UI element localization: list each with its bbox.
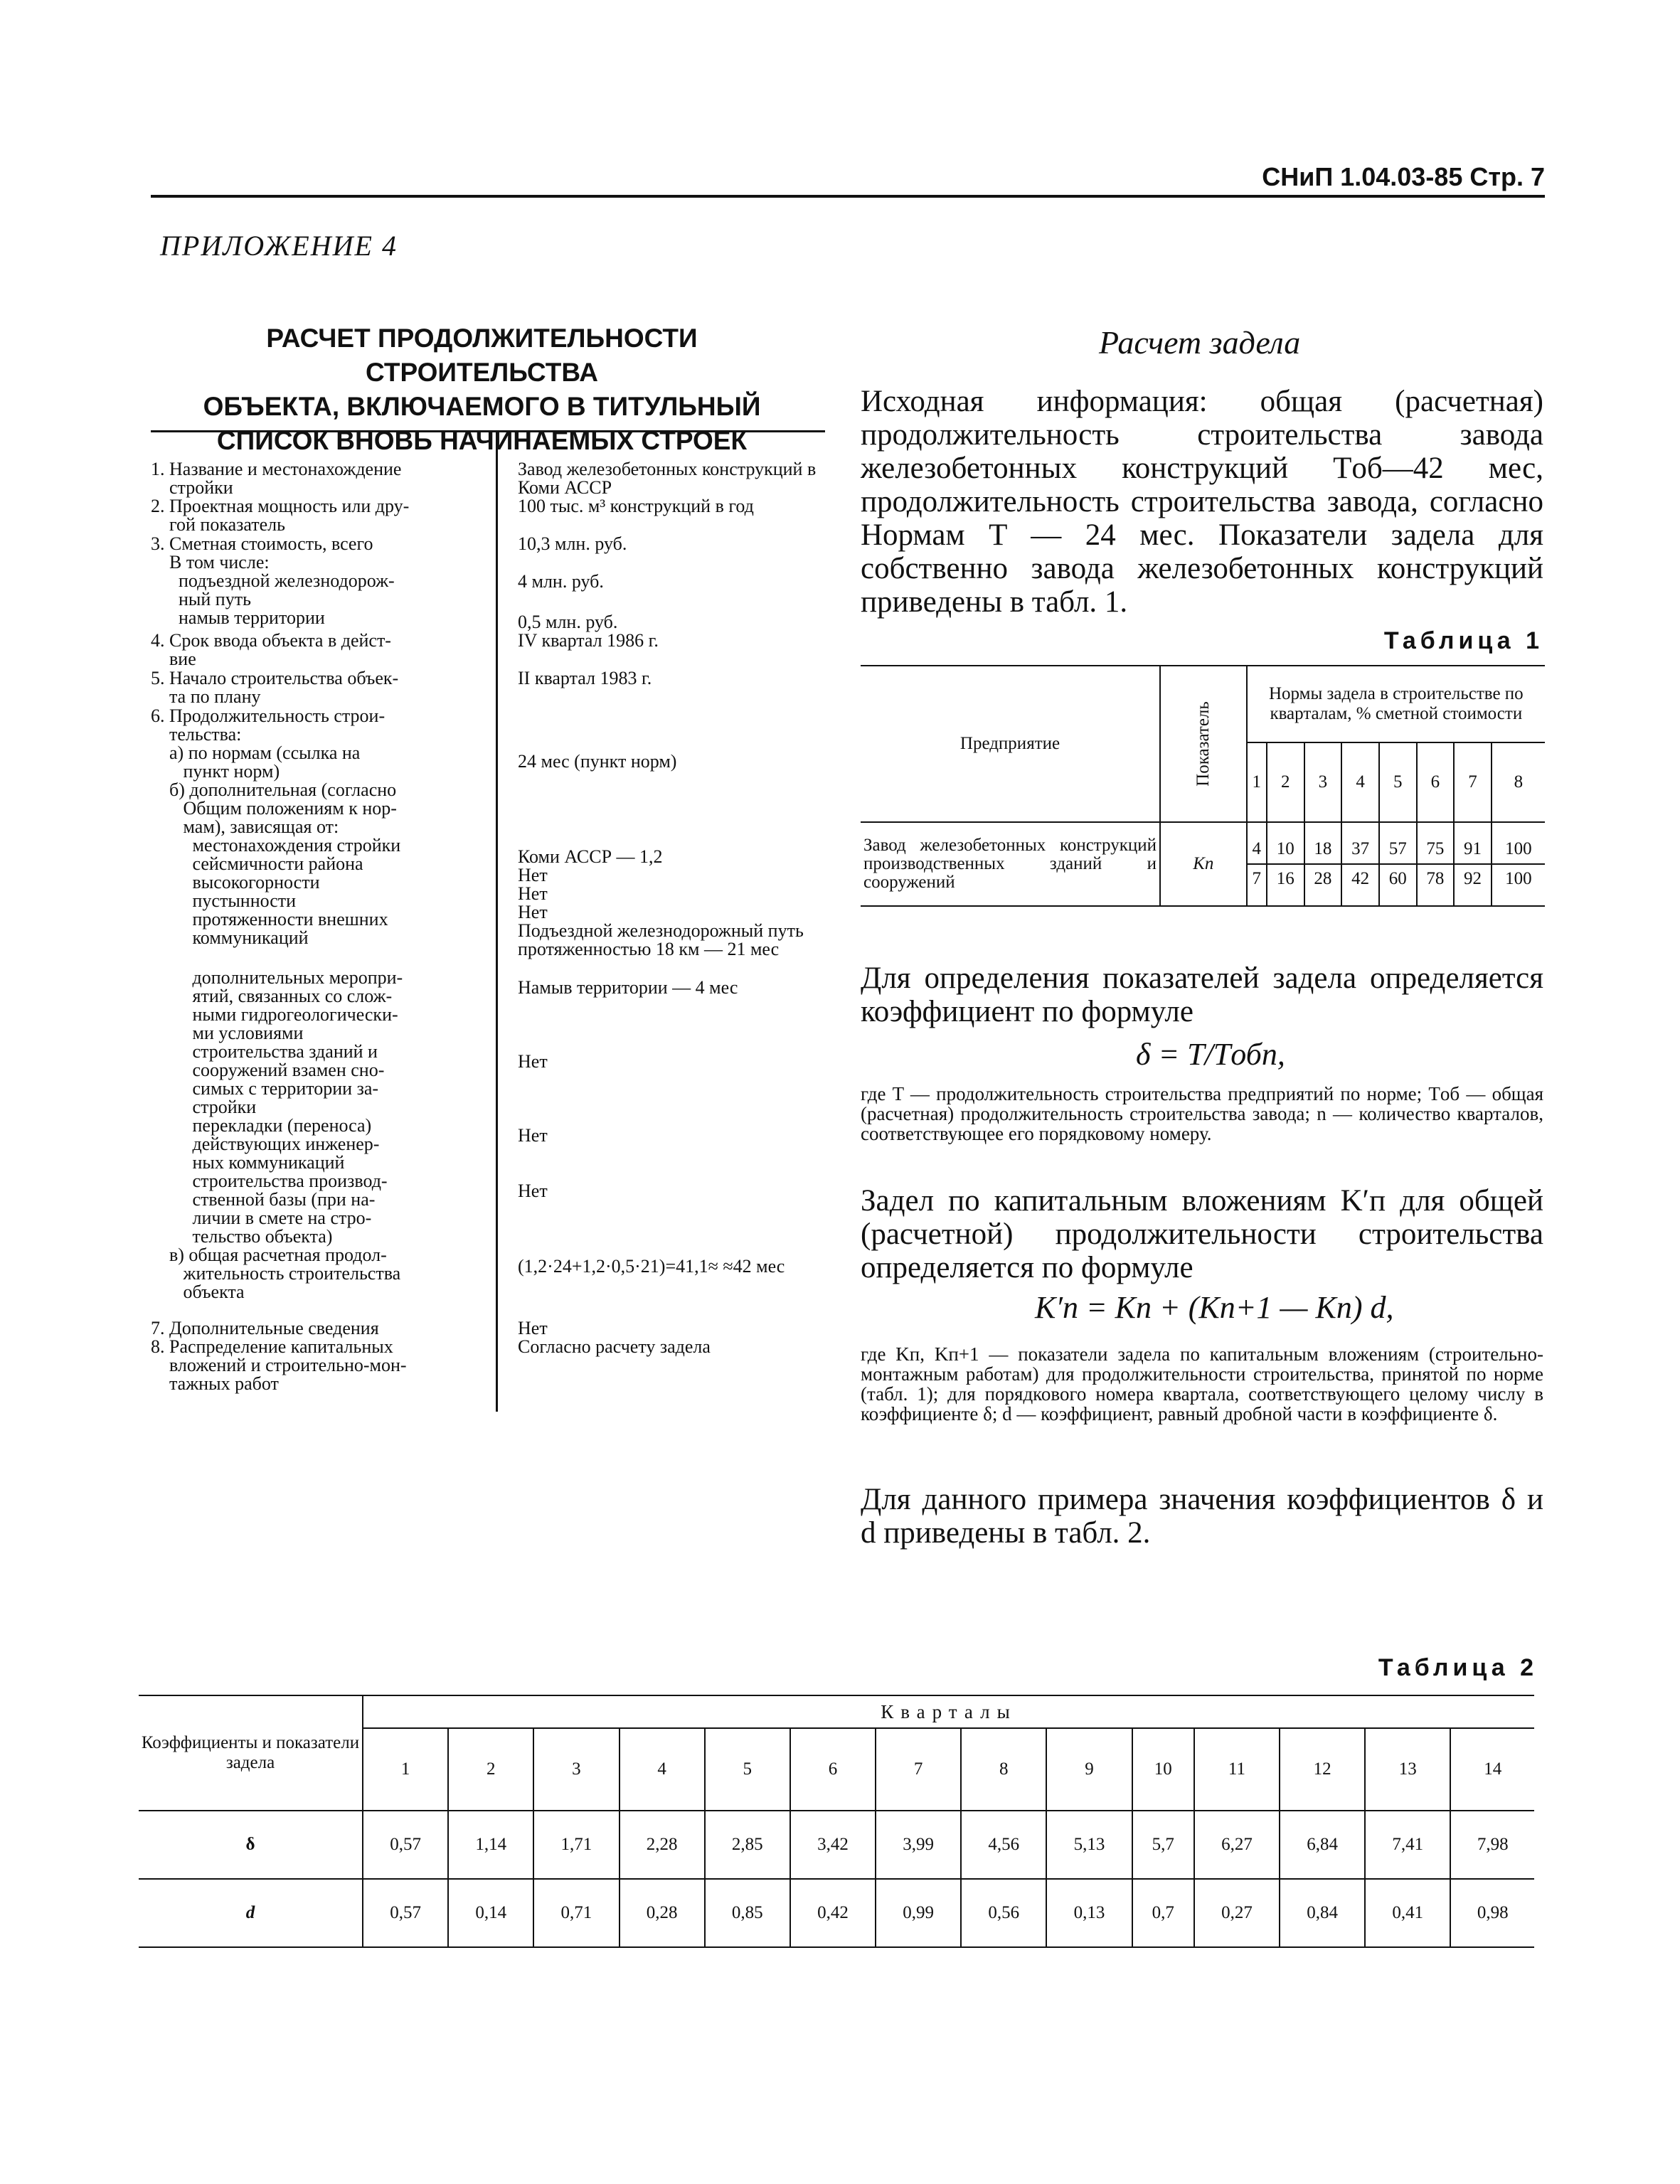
quarter-header: 3 xyxy=(1304,742,1342,822)
quarter-header: 6 xyxy=(1417,742,1455,822)
table-1 xyxy=(861,665,1545,907)
value-text: Нет xyxy=(518,1318,548,1338)
quarter-header: 2 xyxy=(1267,742,1304,822)
value-text: Коми АССР — 1,2 xyxy=(518,846,663,867)
row-label: d xyxy=(139,1879,363,1947)
value-text: Завод железобетонных конструкций в Коми АССР xyxy=(518,459,817,498)
value-text: 10,3 млн. руб. xyxy=(518,533,627,554)
table-cell: 0,84 xyxy=(1280,1879,1365,1947)
table-cell: 0,27 xyxy=(1194,1879,1280,1947)
quarter-header: 1 xyxy=(363,1728,448,1811)
list-item: 4. Срок ввода объекта в дейст- вие xyxy=(151,630,391,669)
table-cell: 37 42 xyxy=(1341,822,1379,906)
quarter-header: 8 xyxy=(961,1728,1046,1811)
value-text: Нет xyxy=(518,1181,548,1201)
formula: K′п = Kп + (Kп+1 — Kп) d, xyxy=(1035,1290,1394,1325)
note: где T — продолжительность строительства предприятий по норме; Tоб — общая (расчетная) продолжительность строительства завода; n — количество кварталов, соответствующее его порядковому номеру. xyxy=(861,1083,1543,1144)
value-text: Нет xyxy=(518,902,548,922)
value-text: 100 тыс. м³ конструкций в год xyxy=(518,496,754,516)
table-cell: 6,84 xyxy=(1280,1811,1365,1879)
table-cell: 0,56 xyxy=(961,1879,1046,1947)
value-text: 0,5 млн. руб. xyxy=(518,612,618,632)
table-cell: 10 16 xyxy=(1267,822,1304,906)
table-cell: 18 28 xyxy=(1304,822,1342,906)
table-cell: 1,71 xyxy=(533,1811,619,1879)
table-header: Предприятие xyxy=(861,666,1160,822)
value-text: Согласно расчету задела xyxy=(518,1336,711,1357)
value-text: Нет xyxy=(518,1125,548,1146)
table-label: Таблица 2 xyxy=(1378,1654,1538,1681)
table-cell: 0,99 xyxy=(876,1879,961,1947)
list-item: 5. Начало строительства объек- та по плану xyxy=(151,668,399,707)
appendix-label: ПРИЛОЖЕНИЕ 4 xyxy=(160,230,398,262)
quarter-header: 8 xyxy=(1492,742,1545,822)
table-cell: Kп xyxy=(1160,822,1247,906)
table-cell: 4,56 xyxy=(961,1811,1046,1879)
title-line: РАСЧЕТ ПРОДОЛЖИТЕЛЬНОСТИ СТРОИТЕЛЬСТВА xyxy=(266,324,698,387)
table-header: Коэффициенты и показатели задела xyxy=(139,1695,363,1811)
table-cell: 0,13 xyxy=(1046,1879,1132,1947)
quarter-header: 5 xyxy=(1379,742,1417,822)
table-header: Нормы задела в строительстве по кварталам, % сметной стоимости xyxy=(1247,666,1545,742)
value-text: Подъездной железнодорожный путь протяженностью 18 км — 21 мес xyxy=(518,920,804,959)
value-text: Нет xyxy=(518,865,548,885)
title-line: ОБЪЕКТА, ВКЛЮЧАЕМОГО В ТИТУЛЬНЫЙ xyxy=(203,392,761,421)
table-cell: 0,42 xyxy=(790,1879,876,1947)
table-cell: 5,13 xyxy=(1046,1811,1132,1879)
value-text: Намыв территории — 4 мес xyxy=(518,977,738,998)
formula: δ = T/Tобn, xyxy=(1136,1037,1285,1072)
table-cell: 3,42 xyxy=(790,1811,876,1879)
list-item: дополнительных меропри- ятий, связанных со слож- ными гидрогеологически- ми условиями строительства зданий и сооружений взамен сно- симых с территории за- стройки перекладки (переноса) действующих инженер- ных коммуникаций строительства производ- ственной базы (при на- личии в смете на стро- тельство объекта) в) общая расчетная продол- жительность строительства объекта xyxy=(169,967,403,1302)
quarter-header: 5 xyxy=(705,1728,790,1811)
table-cell: 2,85 xyxy=(705,1811,790,1879)
table-cell: 0,14 xyxy=(448,1879,533,1947)
list-item: 2. Проектная мощность или дру- гой показатель xyxy=(151,496,410,535)
value-text: Нет xyxy=(518,883,548,904)
list-item: 1. Название и местонахождение стройки xyxy=(151,459,402,498)
table-cell: 0,28 xyxy=(620,1879,705,1947)
table-cell: 7,41 xyxy=(1365,1811,1450,1879)
table-cell: 0,98 xyxy=(1450,1879,1534,1947)
table-header: Показатель xyxy=(1160,666,1247,822)
quarter-header: 7 xyxy=(1454,742,1492,822)
table-cell: 75 78 xyxy=(1417,822,1455,906)
paragraph: Для данного примера значения коэффициентов δ и d приведены в табл. 2. xyxy=(861,1483,1543,1550)
table-cell: 100 100 xyxy=(1492,822,1545,906)
quarter-header: 12 xyxy=(1280,1728,1365,1811)
list-item: 6. Продолжительность строи- тельства: а) по нормам (ссылка на пункт норм) б) дополнительная (согласно Общим положениям к нор- мам), зависящая от: местонахождения стройки сейсмичности района высокогорности пустынности протяженности внешних коммуникаций xyxy=(151,705,401,948)
quarter-header: 4 xyxy=(1341,742,1379,822)
quarter-header: 6 xyxy=(790,1728,876,1811)
column-divider xyxy=(496,430,498,1412)
table-cell: 5,7 xyxy=(1132,1811,1194,1879)
list-item: 3. Сметная стоимость, всего В том числе: подъездной железнодорож- ный путь намыв территории xyxy=(151,533,395,628)
table-cell: 6,27 xyxy=(1194,1811,1280,1879)
table-cell: 0,41 xyxy=(1365,1879,1450,1947)
list-item: 7. Дополнительные сведения 8. Распределение капитальных вложений и строительно-мон- тажных работ xyxy=(151,1318,407,1394)
subsection-title: Расчет задела xyxy=(1099,324,1301,361)
row-label: δ xyxy=(139,1811,363,1879)
table-cell: 2,28 xyxy=(620,1811,705,1879)
title-line: СПИСОК ВНОВЬ НАЧИНАЕМЫХ СТРОЕК xyxy=(216,426,748,455)
table-cell: 0,57 xyxy=(363,1811,448,1879)
table-cell: 7,98 xyxy=(1450,1811,1534,1879)
quarter-header: 7 xyxy=(876,1728,961,1811)
quarter-header: 2 xyxy=(448,1728,533,1811)
page-header: СНиП 1.04.03-85 Стр. 7 xyxy=(1262,162,1545,191)
quarter-header: 9 xyxy=(1046,1728,1132,1811)
quarter-header: 13 xyxy=(1365,1728,1450,1811)
quarter-header: 3 xyxy=(533,1728,619,1811)
value-text: 24 мес (пункт норм) xyxy=(518,751,677,772)
value-text: (1,2·24+1,2·0,5·21)=41,1≈ ≈42 мес xyxy=(518,1256,785,1277)
table-cell: 0,57 xyxy=(363,1879,448,1947)
quarter-header: 1 xyxy=(1247,742,1267,822)
table-cell: Завод железобетонных конструкций производственных зданий и сооружений xyxy=(861,822,1160,906)
value-text: IV квартал 1986 г. xyxy=(518,630,659,651)
quarter-header: 4 xyxy=(620,1728,705,1811)
table-header: Кварталы xyxy=(363,1695,1534,1728)
note: где Kп, Kп+1 — показатели задела по капитальным вложениям (строительно-монтажным работам) для продолжительности строительства, принятой по норме (табл. 1); для порядкового номера квартала, соответствующего целому числу в коэффициенте δ; d — коэффициент, равный дробной части в коэффициенте δ. xyxy=(861,1343,1543,1424)
paragraph: Исходная информация: общая (расчетная) продолжительность строительства завода железобетонных конструкций Tоб—42 мес, продолжительность строительства завода, согласно Нормам T — 24 мес. Показатели задела для собственно завода железобетонных конструкций приведены в табл. 1. xyxy=(861,385,1543,619)
section-title xyxy=(153,321,811,458)
table-cell: 1,14 xyxy=(448,1811,533,1879)
table-cell: 91 92 xyxy=(1454,822,1492,906)
value-text: II квартал 1983 г. xyxy=(518,668,652,688)
header-rule xyxy=(151,195,1545,198)
value-text: Нет xyxy=(518,1051,548,1072)
table-2 xyxy=(139,1695,1534,1948)
table-cell: 3,99 xyxy=(876,1811,961,1879)
table-cell: 0,85 xyxy=(705,1879,790,1947)
table-label: Таблица 1 xyxy=(1383,627,1543,654)
value-text: 4 млн. руб. xyxy=(518,571,604,592)
table-cell: 4 7 xyxy=(1247,822,1267,906)
quarter-header: 14 xyxy=(1450,1728,1534,1811)
quarter-header: 11 xyxy=(1194,1728,1280,1811)
table-cell: 0,7 xyxy=(1132,1879,1194,1947)
paragraph: Для определения показателей задела определяется коэффициент по формуле xyxy=(861,962,1543,1028)
table-cell: 57 60 xyxy=(1379,822,1417,906)
quarter-header: 10 xyxy=(1132,1728,1194,1811)
table-cell: 0,71 xyxy=(533,1879,619,1947)
paragraph: Задел по капитальным вложениям K′п для общей (расчетной) продолжительности строительства определяется по формуле xyxy=(861,1184,1543,1284)
title-rule xyxy=(151,430,825,432)
